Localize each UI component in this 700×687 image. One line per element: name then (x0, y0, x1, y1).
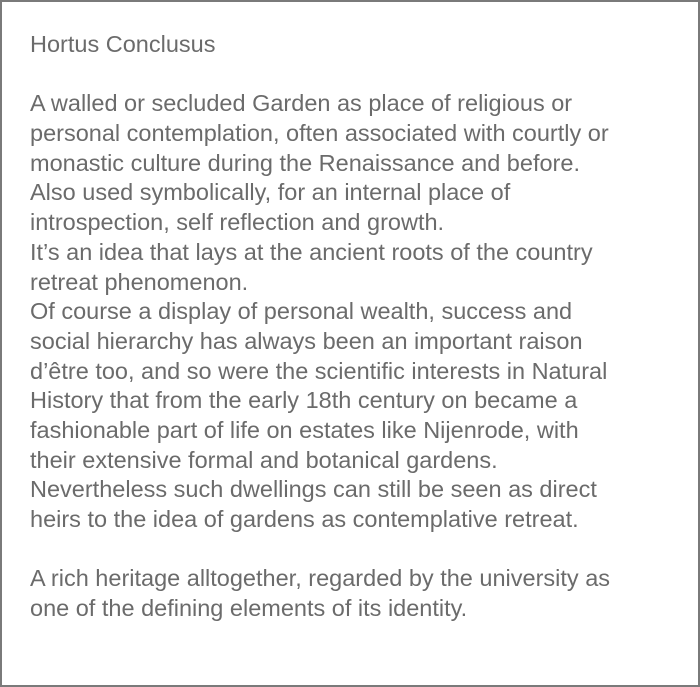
body-line: retreat phenomenon. (30, 268, 249, 295)
body-line: Of course a display of personal wealth, success and (30, 298, 573, 325)
body-line: monastic culture during the Renaissance and before. (30, 149, 580, 176)
body-line: A rich heritage alltogether, regarded by the university as (30, 565, 611, 592)
body-line: introspection, self reflection and growth. (30, 209, 445, 236)
body-line: heirs to the idea of gardens as contemplative retreat. (30, 506, 579, 532)
body-line: It’s an idea that lays at the ancient roots of the country (30, 238, 593, 265)
body-line: personal contemplation, often associated with courtly or (30, 120, 609, 147)
body-line: fashionable part of life on estates like Nijenrode, with (30, 416, 579, 443)
body-line: Nevertheless such dwellings can still be seen as direct (30, 476, 597, 503)
body-line: their extensive formal and botanical gardens. (30, 446, 498, 473)
body-line: History that from the early 18th century on became a (30, 387, 578, 414)
body-line: one of the defining elements of its identity. (30, 595, 468, 622)
body-line: Also used symbolically, for an internal place of (30, 179, 511, 206)
blank-line (30, 60, 690, 90)
body-line: d’être too, and so were the scientific interests in Natural (30, 357, 608, 384)
body-line: social hierarchy has always been an important raison (30, 327, 583, 354)
document-title: Hortus Conclusus (30, 31, 216, 57)
body-line: A walled or secluded Garden as place of religious or (30, 90, 573, 117)
document-text (30, 30, 690, 624)
blank-line (30, 535, 690, 565)
